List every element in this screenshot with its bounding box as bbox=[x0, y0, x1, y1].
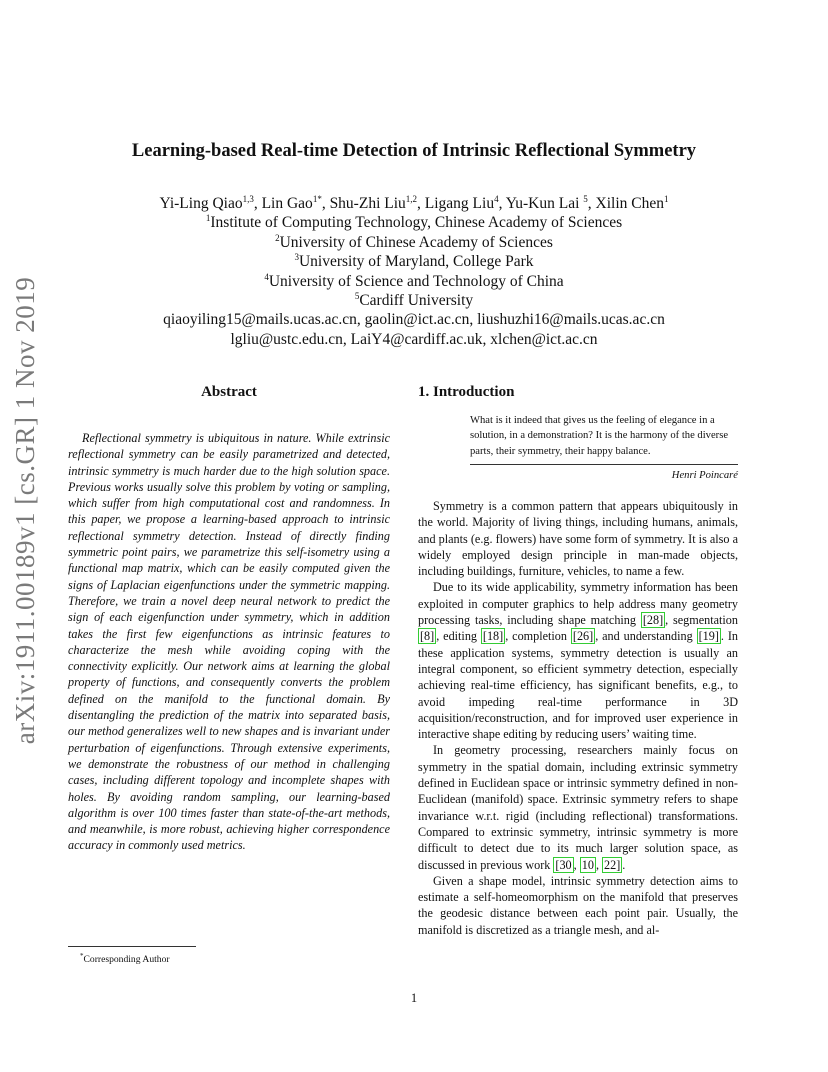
page-number: 1 bbox=[410, 991, 418, 1005]
affiliation-text: University of Chinese Academy of Sciences bbox=[279, 233, 553, 251]
author-separator: , bbox=[321, 195, 330, 212]
citation-link: [28] bbox=[642, 613, 664, 628]
citation-link: 10 bbox=[581, 857, 594, 872]
intro-text: Symmetry is a common pattern that appears ubiquitously in the world. Majority of living things, including humans, animals, and plants (e.g. flowers) have some form of symmetry. It is also a widely employed design principle in man-made objects, including buildings, furniture, vehicles, to name a few. bbox=[418, 499, 738, 579]
citation-link: [8] bbox=[420, 629, 435, 644]
intro-text: . bbox=[622, 857, 626, 872]
author-name: Shu-Zhi Liu bbox=[329, 195, 406, 212]
intro-text: Given a shape model, intrinsic symmetry detection aims to estimate a self-homeomorphism on the manifold that preserves the geodesic distance between each point pair. Usually, the manifold is discretized as a triangle mesh, and al- bbox=[418, 873, 738, 937]
author-name: Lin Gao bbox=[261, 195, 313, 212]
intro-text: , bbox=[595, 857, 603, 872]
author-superscript: 1* bbox=[312, 194, 322, 204]
intro-paragraph bbox=[418, 579, 738, 742]
arxiv-stamp-text: arXiv:1911.00189v1 [cs.GR] 1 Nov 2019 bbox=[10, 276, 41, 744]
affiliation-line bbox=[0, 252, 828, 271]
author-separator: , bbox=[498, 195, 506, 212]
affiliation-superscript: 2 bbox=[275, 232, 280, 243]
affiliation-text: Institute of Computing Technology, Chinese Academy of Sciences bbox=[210, 214, 623, 232]
author-emails bbox=[0, 310, 828, 349]
email-line: qiaoyiling15@mails.ucas.ac.cn, gaolin@ict.ac.cn, liushuzhi16@mails.ucas.ac.cn bbox=[163, 311, 665, 329]
intro-text: . In these application systems, symmetry detection is usually an integral component, so efficient symmetry detection, especially achieving real-time efficiency, has significant benefits, e.g., to avoid impeding real-time performance in 3D acquisition/reconstruction, and for improved user experience in interactive shape editing by reducing users’ waiting time. bbox=[418, 629, 738, 742]
intro-text: , completion bbox=[505, 629, 571, 644]
author-separator: , bbox=[253, 195, 262, 212]
epigraph bbox=[470, 413, 738, 484]
footnote-rule bbox=[68, 946, 196, 947]
introduction-heading: 1. Introduction bbox=[418, 384, 515, 400]
author-names bbox=[0, 194, 828, 213]
epigraph-rule bbox=[470, 464, 738, 465]
intro-text: , bbox=[573, 857, 580, 872]
citation-link: [19] bbox=[698, 629, 719, 644]
author-name: Xilin Chen bbox=[595, 195, 664, 212]
author-name: Yi-Ling Qiao bbox=[159, 195, 243, 212]
author-superscript: 4 bbox=[494, 194, 499, 204]
intro-text: Due to its wide applicability, symmetry information has been exploited in computer graphics to help address many geometry processing tasks, including shape matching bbox=[418, 580, 738, 628]
affiliation-line bbox=[0, 213, 828, 232]
affiliation-superscript: 4 bbox=[264, 271, 269, 282]
introduction-body bbox=[418, 498, 738, 938]
intro-text: , editing bbox=[436, 629, 481, 644]
paper-title: Learning-based Real-time Detection of Intrinsic Reflectional Symmetry bbox=[131, 141, 697, 161]
author-block bbox=[0, 194, 828, 349]
email-line: lgliu@ustc.edu.cn, LaiY4@cardiff.ac.uk, xlchen@ict.ac.cn bbox=[230, 330, 598, 348]
abstract-text: Reflectional symmetry is ubiquitous in nature. While extrinsic reflectional symmetry can be easily parametrized and detected, intrinsic symmetry is much harder due to the high solution space. Previous works usually solve this problem by voting or sampling, which suffer from high computational cost and randomness. In this paper, we propose a learning-based approach to intrinsic reflectional symmetry detection. Instead of directly finding symmetric point pairs, we parametrize this self-isometry using a functional map matrix, which can be easily computed given the signs of Laplacian eigenfunctions under the symmetric mapping. Therefore, we train a novel deep neural network to predict the sign of each eigenfunction under symmetry, which in addition takes the first few eigenfunctions as intrinsic features to characterize the mesh while avoiding coping with the connectivity explicitly. Our network aims at learning the global property of functions, and consequently converts the problem defined on the manifold to the functional domain. By disentangling the prediction of the matrix into separated basis, our method generalizes well to new shapes and is invariant under perturbation of eigenfunctions. Through extensive experiments, we demonstrate the robustness of our method in challenging cases, including different topology and incomplete shapes with holes. By avoiding random sampling, our learning-based algorithm is over 100 times faster than state-of-the-art methods, and meanwhile, is more robust, achieving higher correspondence accuracy in commonly used metrics. bbox=[68, 431, 390, 853]
affiliation-superscript: 1 bbox=[205, 213, 211, 224]
author-separator: , bbox=[587, 195, 596, 212]
author-separator: , bbox=[417, 195, 425, 212]
affiliation-superscript: 5 bbox=[354, 291, 360, 302]
affiliation-superscript: 3 bbox=[294, 252, 299, 263]
citation-link: [30 bbox=[555, 857, 572, 872]
author-superscript: 1,2 bbox=[405, 194, 418, 204]
footnote bbox=[80, 952, 170, 965]
affiliation-line bbox=[0, 233, 828, 252]
epigraph-author: Henri Poincaré bbox=[671, 470, 738, 482]
intro-paragraph bbox=[418, 742, 738, 872]
intro-text: In geometry processing, researchers mainly focus on symmetry in the spatial domain, including extrinsic symmetry defined in Euclidean space or intrinsic symmetry defined in non-Euclidean (manifold) space. Extrinsic symmetry refers to shape invariance w.r.t. rigid (including reflectional) transformations. Compared to extrinsic symmetry, intrinsic symmetry is more difficult to detect due to its much larger solution space, as discussed in previous work bbox=[418, 743, 738, 872]
footnote-mark: * bbox=[80, 952, 84, 960]
affiliation-text: Cardiff University bbox=[359, 292, 474, 310]
author-name: Yu-Kun Lai bbox=[505, 195, 584, 212]
affiliation-text: University of Science and Technology of China bbox=[268, 272, 564, 290]
citation-link: [26] bbox=[572, 629, 594, 644]
author-superscript: 1 bbox=[664, 194, 669, 204]
intro-text: , segmentation bbox=[665, 613, 738, 628]
intro-paragraph bbox=[418, 498, 738, 579]
affiliations bbox=[0, 213, 828, 310]
author-name: Ligang Liu bbox=[424, 195, 495, 212]
intro-paragraph bbox=[418, 873, 738, 938]
affiliation-line bbox=[0, 272, 828, 291]
abstract-heading: Abstract bbox=[201, 384, 257, 400]
affiliation-line bbox=[0, 291, 828, 310]
citation-link: 22] bbox=[604, 857, 621, 872]
author-superscript: 1,3 bbox=[242, 194, 254, 204]
affiliation-text: University of Maryland, College Park bbox=[298, 253, 534, 271]
intro-text: , and understanding bbox=[595, 629, 697, 644]
epigraph-text: What is it indeed that gives us the feeling of elegance in a solution, in a demonstration? It is the harmony of the diverse parts, their symmetry, their happy balance. bbox=[470, 415, 729, 457]
author-superscript: 5 bbox=[583, 194, 588, 204]
footnote-text: Corresponding Author bbox=[83, 954, 170, 966]
citation-link: [18] bbox=[482, 629, 504, 644]
